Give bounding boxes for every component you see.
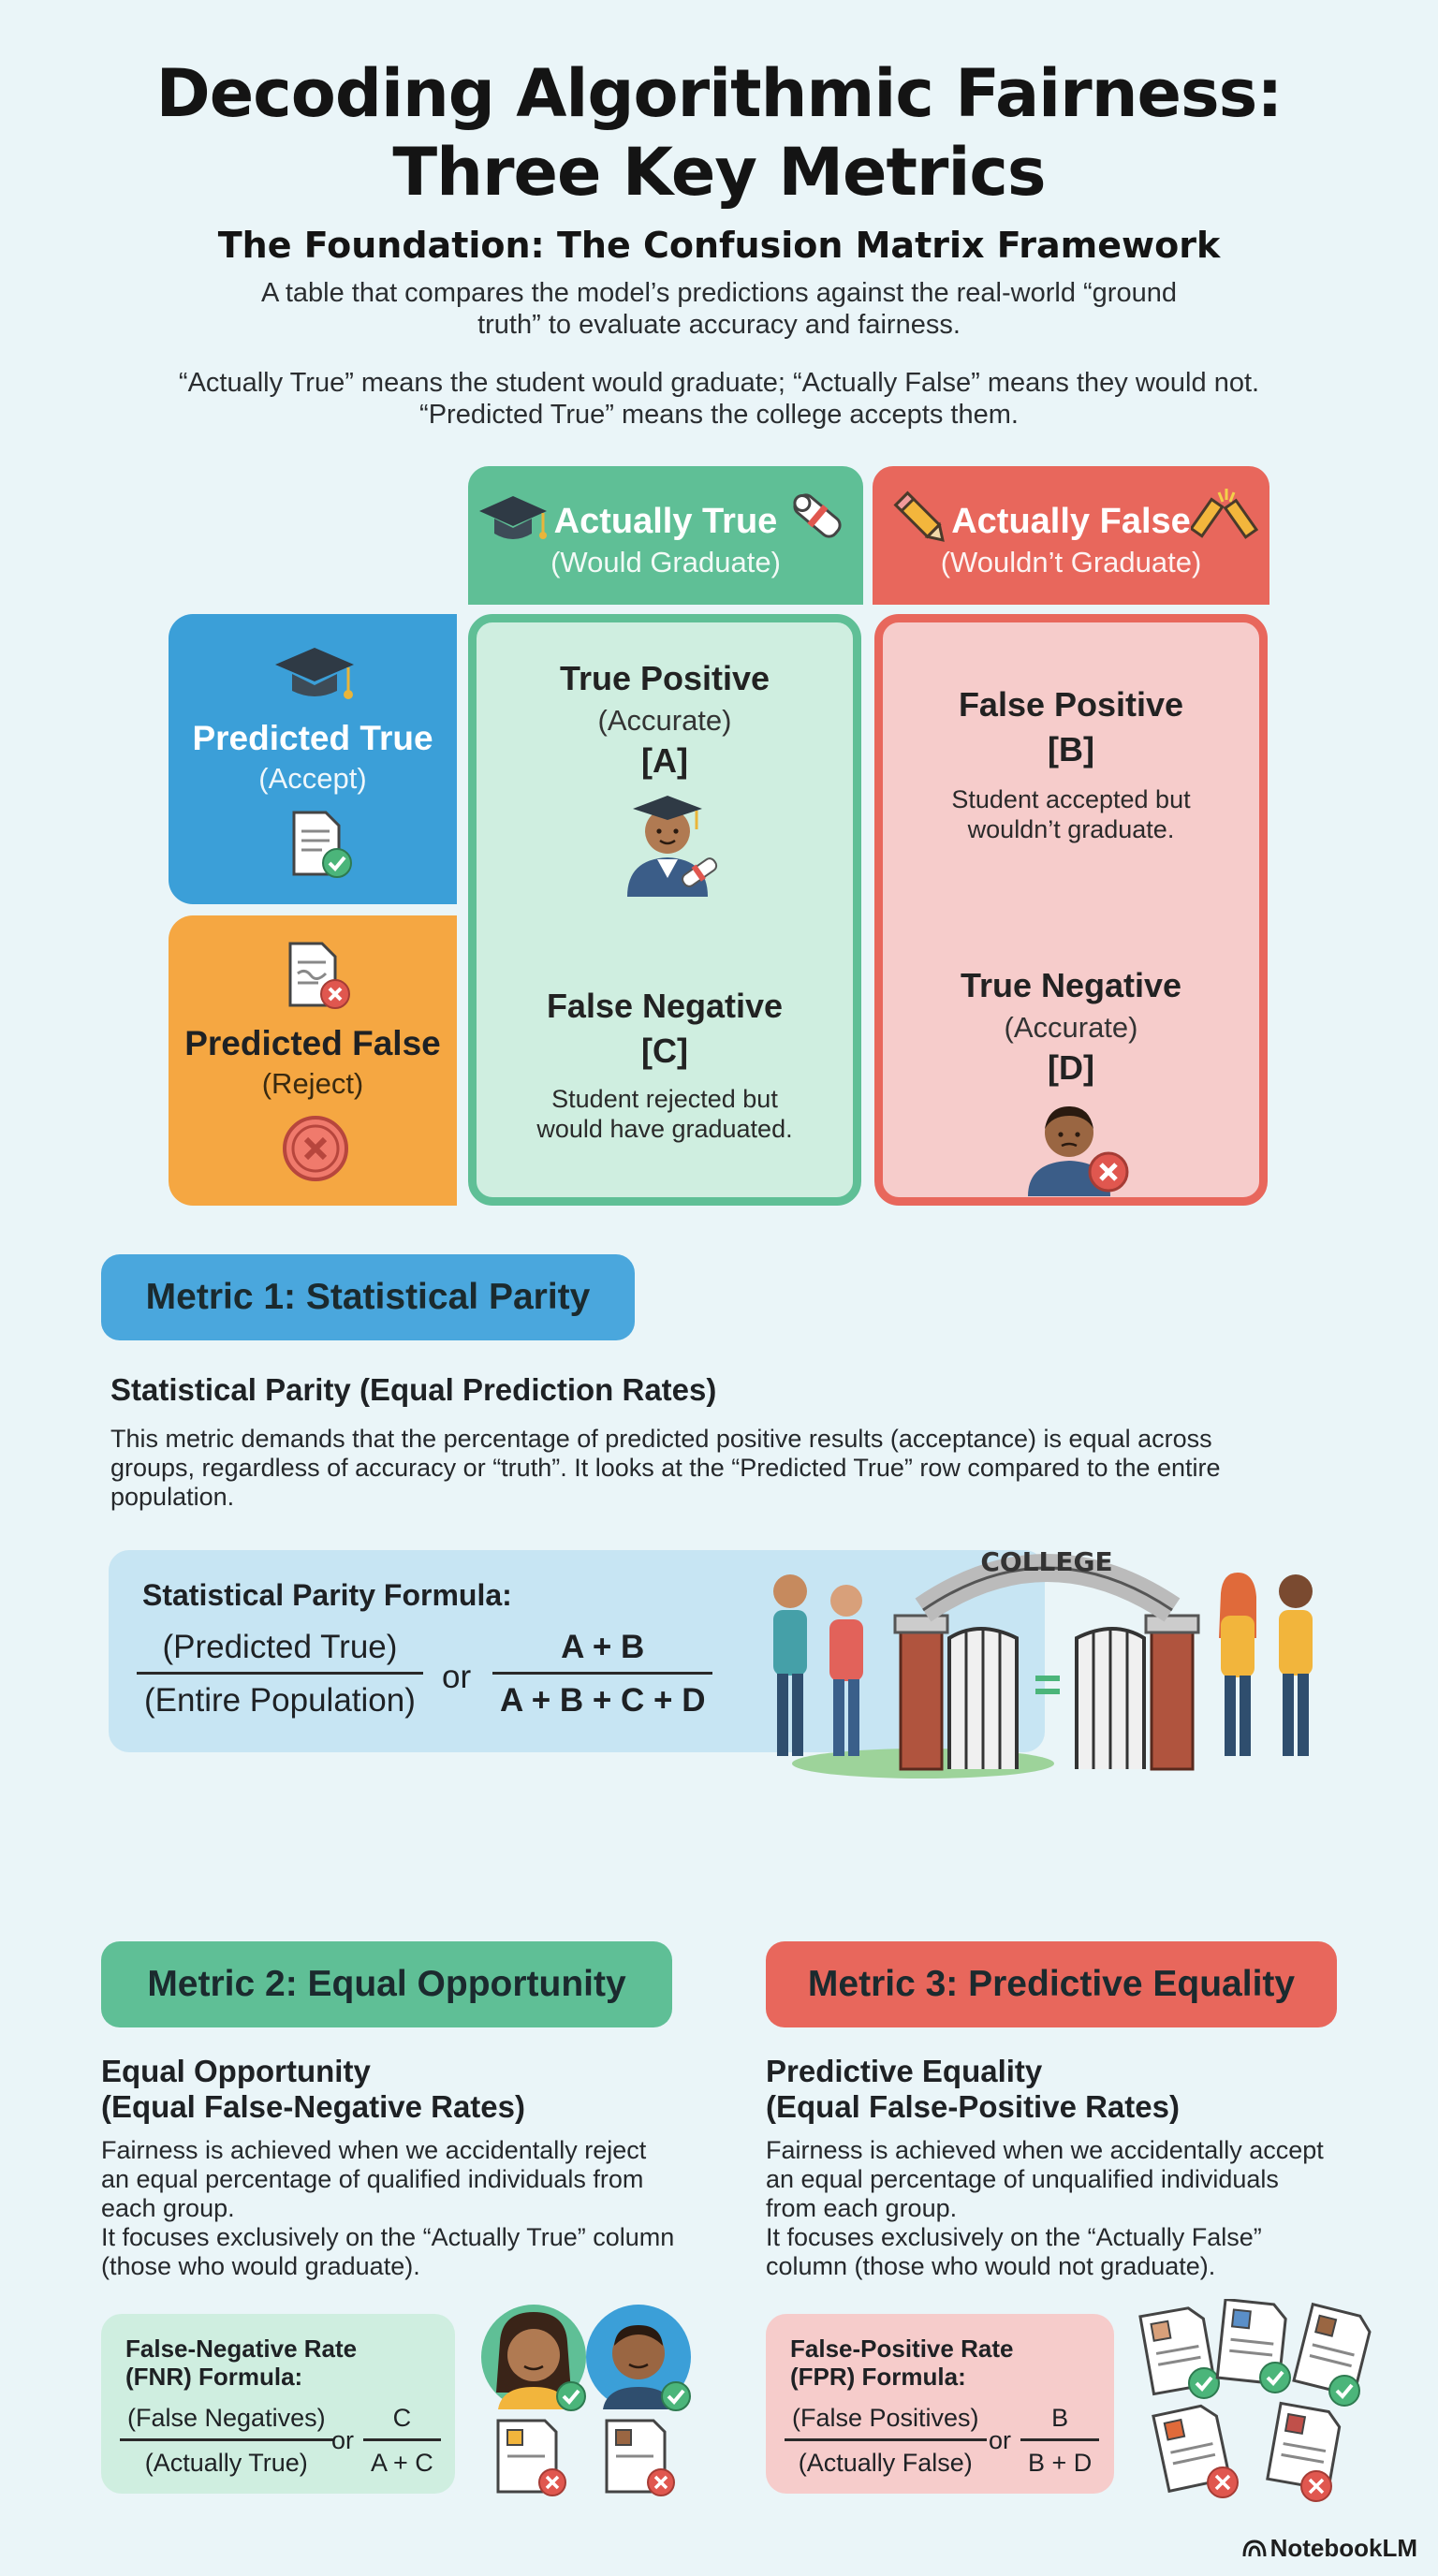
pencil-icon	[889, 487, 955, 552]
fp-letter: [B]	[1048, 730, 1094, 768]
predicted-false-sub: (Reject)	[261, 1067, 364, 1100]
graduate-student-icon	[614, 784, 721, 897]
true-negative-cell	[884, 966, 1258, 1088]
column-header-actually-false	[873, 466, 1269, 605]
fp-desc-line-1: Student accepted but	[951, 785, 1191, 813]
tp-sub: (Accurate)	[597, 704, 732, 737]
statistical-parity-fraction-letters	[492, 1629, 712, 1720]
metric-3-body-line-1: Fairness is achieved when we accidentally accept	[766, 2136, 1324, 2164]
tp-letter: [A]	[641, 741, 688, 780]
statistical-parity-fraction-words	[137, 1629, 423, 1720]
intro-2-line-1: “Actually True” means the student would graduate; “Actually False” means they would not.	[178, 368, 1260, 398]
fnr-denominator-letters: A + C	[363, 2438, 441, 2478]
sp-denominator-letters: A + B + C + D	[492, 1672, 712, 1720]
fn-desc-line-1: Student rejected but	[551, 1085, 778, 1113]
metric-1-heading: Statistical Parity (Equal Prediction Rates)	[110, 1372, 717, 1407]
fn-desc-line-2: would have graduated.	[536, 1115, 793, 1143]
title-line-1: Decoding Algorithmic Fairness:	[155, 55, 1283, 132]
metric-3-body-line-3: from each group.	[766, 2194, 958, 2222]
sp-denominator-words: (Entire Population)	[137, 1672, 423, 1720]
graduation-cap-icon	[477, 490, 549, 552]
fpr-fraction-words	[785, 2404, 987, 2478]
true-positive-cell	[477, 659, 852, 781]
row-header-predicted-false	[169, 915, 457, 1206]
predicted-true-label: Predicted True	[192, 719, 433, 757]
false-negative-cell	[477, 987, 852, 1144]
fn-title: False Negative	[546, 987, 784, 1025]
fpr-formula-title	[790, 2334, 1013, 2391]
row-header-predicted-true	[169, 614, 457, 904]
rejected-student-icon	[1020, 1097, 1133, 1196]
college-sign-text: COLLEGE	[980, 1546, 1113, 1577]
fpr-numerator-letters: B	[1051, 2404, 1069, 2432]
rejected-document-icon	[279, 940, 354, 1015]
false-positive-cell	[884, 685, 1258, 844]
intro-1-line-2: truth” to evaluate accuracy and fairness.	[477, 310, 961, 340]
fnr-title-line-1: False-Negative Rate	[125, 2334, 358, 2363]
metric-2-pill: Metric 2: Equal Opportunity	[101, 1941, 672, 2027]
tn-title: True Negative	[960, 966, 1182, 1004]
metric-2-body-line-5: (those who would graduate).	[101, 2252, 420, 2280]
metric-1-body	[110, 1425, 1328, 1512]
notebooklm-brand	[1242, 2534, 1417, 2563]
actually-true-sub: (Would Graduate)	[550, 546, 781, 578]
metric-3-pill: Metric 3: Predictive Equality	[766, 1941, 1337, 2027]
sp-or: or	[442, 1659, 472, 1695]
fp-desc-line-2: wouldn’t graduate.	[967, 815, 1175, 843]
title-line-2: Three Key Metrics	[392, 134, 1046, 211]
fpr-title-line-1: False-Positive Rate	[790, 2334, 1014, 2363]
tn-letter: [D]	[1048, 1048, 1094, 1087]
fnr-or: or	[331, 2426, 355, 2454]
fpr-denominator-letters: B + D	[1020, 2438, 1099, 2478]
column-header-actually-true	[468, 466, 863, 605]
statistical-parity-formula-title: Statistical Parity Formula:	[142, 1578, 512, 1612]
metric-1-pill: Metric 1: Statistical Parity	[101, 1254, 635, 1340]
fn-letter: [C]	[641, 1032, 688, 1070]
fnr-formula-box	[101, 2314, 455, 2494]
fnr-numerator-words: (False Negatives)	[127, 2404, 326, 2432]
diploma-icon	[785, 483, 850, 549]
metric-2-body-line-3: each group.	[101, 2194, 235, 2222]
notebooklm-logo-icon	[1242, 2539, 1267, 2558]
reject-x-icon	[279, 1112, 352, 1185]
actually-false-label: Actually False	[951, 502, 1191, 541]
actually-true-label: Actually True	[553, 502, 778, 541]
qualified-students-rejected-illustration	[474, 2299, 698, 2505]
brand-label: NotebookLM	[1269, 2534, 1417, 2562]
fnr-denominator-words: (Actually True)	[120, 2438, 333, 2478]
page-title	[0, 54, 1438, 212]
fnr-title-line-2: (FNR) Formula:	[125, 2363, 303, 2391]
fnr-formula-title	[125, 2334, 357, 2391]
page-subtitle: The Foundation: The Confusion Matrix Framework	[217, 225, 1221, 266]
fpr-denominator-words: (Actually False)	[785, 2438, 987, 2478]
metric-3-body-line-5: column (those who would not graduate).	[766, 2252, 1216, 2280]
accepted-document-icon	[283, 809, 356, 882]
sp-numerator-words: (Predicted True)	[162, 1629, 398, 1665]
metric-2-heading-line-1: Equal Opportunity	[101, 2054, 371, 2088]
tn-sub: (Accurate)	[1004, 1011, 1138, 1044]
metric-3-body-line-2: an equal percentage of unqualified individuals	[766, 2165, 1279, 2193]
metric-2-body-line-2: an equal percentage of qualified individuals from	[101, 2165, 644, 2193]
fpr-title-line-2: (FPR) Formula:	[790, 2363, 966, 2391]
intro-paragraph-2	[131, 367, 1307, 431]
metric-3-body-line-4: It focuses exclusively on the “Actually False”	[766, 2223, 1262, 2251]
fnr-numerator-letters: C	[392, 2404, 412, 2432]
metric-1-body-line-3: population.	[110, 1483, 235, 1511]
fpr-fraction-letters	[1020, 2404, 1099, 2478]
sp-numerator-letters: A + B	[561, 1629, 645, 1665]
graduation-cap-icon	[271, 642, 358, 717]
intro-1-line-1: A table that compares the model’s predictions against the real-world “ground	[261, 278, 1177, 308]
fnr-fraction-letters	[363, 2404, 441, 2478]
actually-false-sub: (Wouldn’t Graduate)	[940, 546, 1202, 578]
college-gate-illustration	[745, 1535, 1335, 1778]
metric-1-body-line-2: groups, regardless of accuracy or “truth”. It looks at the “Predicted True” row compared to the entire	[110, 1454, 1221, 1482]
predicted-false-label: Predicted False	[184, 1024, 441, 1062]
fpr-or: or	[989, 2426, 1012, 2454]
tp-title: True Positive	[559, 659, 770, 697]
broken-pencil-icon	[1191, 487, 1258, 545]
predicted-true-sub: (Accept)	[258, 762, 367, 795]
fnr-fraction-words	[120, 2404, 333, 2478]
metric-2-heading	[101, 2054, 525, 2125]
metric-2-body-line-1: Fairness is achieved when we accidentally reject	[101, 2136, 647, 2164]
metric-2-body	[101, 2136, 719, 2281]
metric-3-heading	[766, 2054, 1180, 2125]
fp-title: False Positive	[958, 685, 1184, 724]
intro-2-line-2: “Predicted True” means the college accepts them.	[419, 400, 1019, 430]
metric-1-body-line-1: This metric demands that the percentage of predicted positive results (acceptance) is equal across	[110, 1425, 1212, 1453]
metric-3-heading-line-2: (Equal False-Positive Rates)	[766, 2089, 1180, 2124]
unqualified-applications-accepted-illustration	[1133, 2299, 1386, 2505]
fpr-formula-box	[766, 2314, 1114, 2494]
metric-3-body	[766, 2136, 1402, 2281]
intro-paragraph-1	[187, 277, 1251, 341]
metric-3-heading-line-1: Predictive Equality	[766, 2054, 1043, 2088]
metric-2-heading-line-2: (Equal False-Negative Rates)	[101, 2089, 525, 2124]
metric-2-body-line-4: It focuses exclusively on the “Actually True” column	[101, 2223, 675, 2251]
students-group-icon	[773, 1573, 1313, 1756]
fpr-numerator-words: (False Positives)	[792, 2404, 979, 2432]
